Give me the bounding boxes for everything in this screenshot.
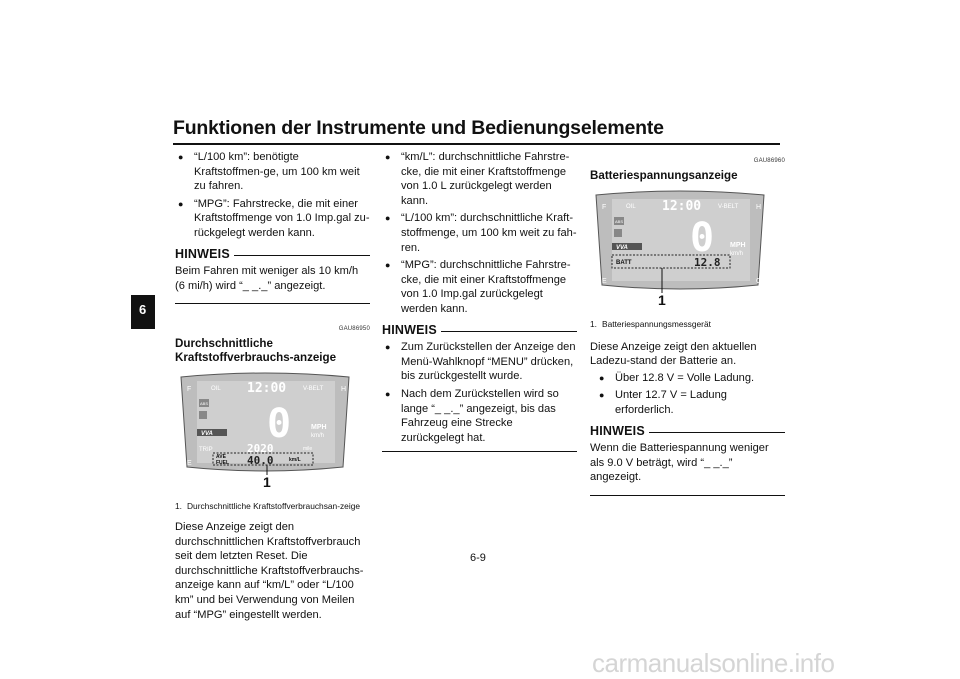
- figure-fuel-consumption: [175, 371, 370, 497]
- note-end-rule: [382, 451, 577, 452]
- section-title: Durchschnittliche Kraftstoffverbrauchs-anzeige: [175, 336, 337, 364]
- warning-icon: [614, 229, 622, 237]
- figure-caption: [175, 501, 370, 512]
- column-2: [382, 150, 577, 452]
- label-f: F: [602, 203, 607, 211]
- bullet-list: [382, 150, 577, 317]
- label-vbelt: V-BELT: [718, 203, 739, 210]
- list-item: ● “L/100 km”: benötigte Kraftstoffmen-ge, um 100 km weit zu fahren.: [175, 150, 370, 194]
- note-end-rule: [590, 495, 785, 496]
- label-mile: mile: [303, 445, 313, 452]
- battery-value: 12.8: [694, 255, 721, 269]
- note-heading: [590, 424, 785, 439]
- body-text: Diese Anzeige zeigt den durchschnittlichen Kraftstoffverbrauch seit dem letzten Reset. Die durchschnittliche Kraftstoffverbrauchs-anzeige kann auf “km/L” oder “L/100 km” und bei Verwendung von Meilen auf “MPG” eingestellt werden.: [175, 520, 364, 621]
- note-rule: [441, 331, 577, 332]
- caption-text: Batteriespannungsmessgerät: [602, 318, 711, 329]
- label-f: F: [187, 385, 192, 393]
- note-rule: [649, 432, 785, 433]
- note-title: HINWEIS: [590, 423, 645, 438]
- bullet-list: [590, 371, 785, 418]
- label-e: E: [602, 277, 607, 285]
- label-time: 12:00: [247, 380, 287, 396]
- list-item: ● Über 12.8 V = Volle Ladung.: [596, 371, 785, 386]
- note-heading: [382, 323, 577, 338]
- label-h: H: [756, 203, 762, 211]
- section-title: Batteriespannungsanzeige: [590, 168, 738, 182]
- figure-caption: [590, 319, 785, 330]
- title-rule: [173, 143, 780, 145]
- label-c: C: [756, 277, 762, 285]
- column-3: [590, 150, 785, 496]
- column-1: [175, 150, 370, 622]
- list-item: ● “L/100 km”: durchschnittliche Kraft-stoffmenge, um 100 km weit zu fah-ren.: [382, 211, 577, 255]
- label-h: H: [341, 385, 347, 393]
- label-oil: OIL: [626, 203, 636, 210]
- note-title: HINWEIS: [382, 322, 437, 337]
- label-mph: MPH: [311, 423, 327, 431]
- speed-value: 0: [267, 400, 292, 447]
- caption-text: Durchschnittliche Kraftstoffverbrauchsan-zeige: [187, 500, 361, 511]
- label-kmh: km/h: [730, 250, 744, 257]
- label-vva: VVA: [616, 244, 628, 251]
- label-fuel: FUEL: [216, 459, 230, 466]
- odometer-value: 2020: [247, 441, 274, 455]
- list-item: ● Unter 12.7 V = Ladung erforderlich.: [596, 388, 785, 417]
- note-heading: [175, 247, 370, 262]
- note-bullet-list: [382, 340, 577, 445]
- list-item: ● “km/L”: durchschnittliche Fahrstre-cke, die mit einer Kraftstoffmenge von 1.0 L zurückgelegt werden kann.: [382, 150, 577, 208]
- label-abs: ABS: [615, 218, 624, 224]
- list-item: ● “MPG”: durchschnittliche Fahrstre-cke, die mit einer Kraftstoffmenge von 1.0 Imp.gal zurückgelegt werden kann.: [382, 258, 577, 316]
- label-abs: ABS: [200, 400, 209, 406]
- note-text: Beim Fahren mit weniger als 10 km/h (6 mi/h) wird “_ _._” angezeigt.: [175, 265, 359, 292]
- list-item: ● Zum Zurückstellen der Anzeige den Menü-Wahlknopf “MENU” drücken, bis zurückgestellt wurde.: [382, 340, 577, 384]
- page-title: Funktionen der Instrumente und Bedienungselemente: [173, 117, 664, 139]
- body-text: Diese Anzeige zeigt den aktuellen Ladezu-stand der Batterie an.: [590, 340, 757, 368]
- label-trip: TRIP: [199, 446, 213, 453]
- label-e: E: [187, 459, 192, 467]
- instrument-display-illustration: [590, 189, 770, 293]
- note-box: [175, 247, 370, 305]
- watermark: carmanualsonline.info: [592, 648, 835, 678]
- label-vva: VVA: [201, 430, 213, 437]
- label-kmh: km/h: [311, 432, 325, 439]
- warning-icon: [199, 411, 207, 419]
- bullet-list: [175, 150, 370, 241]
- page-number: 6-9: [470, 552, 486, 564]
- note-rule: [234, 255, 370, 256]
- note-box: [590, 424, 785, 496]
- note-box: [382, 323, 577, 453]
- label-unit: km/L: [289, 456, 301, 463]
- reference-code: GAU86960: [753, 158, 785, 164]
- speed-value: 0: [690, 214, 715, 261]
- figure-callout: 1: [263, 473, 271, 490]
- caption-number: 1.: [590, 318, 597, 329]
- reference-code: GAU86950: [338, 326, 370, 333]
- label-batt: BATT: [616, 259, 632, 266]
- figure-callout: 1: [658, 291, 666, 308]
- label-time: 12:00: [662, 198, 702, 214]
- list-item: ● “MPG”: Fahrstrecke, die mit einer Kraftstoffmenge von 1.0 Imp.gal zu-rückgelegt werden kann.: [175, 197, 370, 241]
- fuel-value: 40.0: [247, 453, 274, 467]
- label-mph: MPH: [730, 241, 746, 249]
- label-ave: AVE: [216, 453, 226, 460]
- figure-battery: [590, 189, 785, 315]
- caption-number: 1.: [175, 500, 182, 511]
- note-end-rule: [175, 303, 370, 304]
- label-oil: OIL: [211, 385, 221, 392]
- chapter-number: 6: [139, 302, 147, 317]
- instrument-display-illustration: [175, 371, 355, 475]
- list-item: ● Nach dem Zurückstellen wird so lange “_ _._” angezeigt, bis das Fahrzeug eine Strecke zurückgelegt hat.: [382, 387, 577, 445]
- note-title: HINWEIS: [175, 246, 230, 261]
- label-vbelt: V-BELT: [303, 385, 324, 392]
- note-text: Wenn die Batteriespannung weniger als 9.0 V beträgt, wird “_ _._” angezeigt.: [590, 442, 769, 484]
